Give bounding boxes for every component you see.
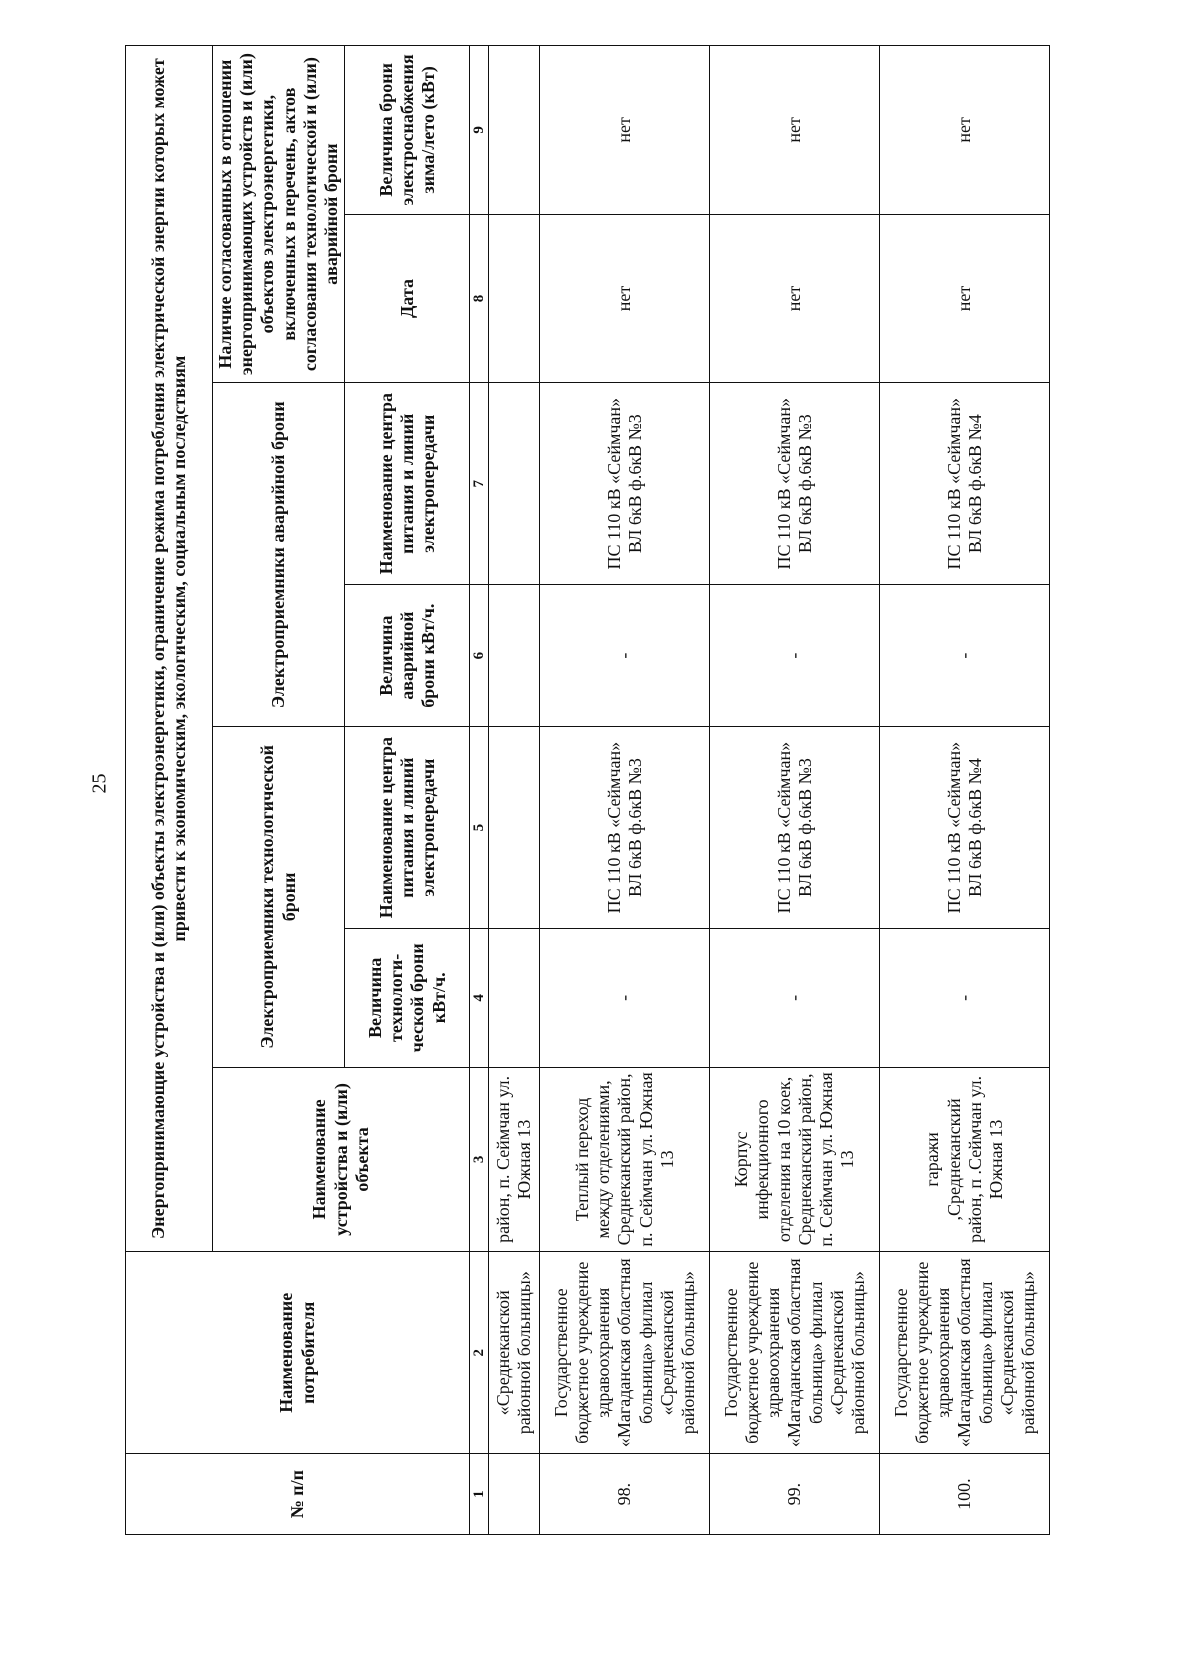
col-number: 6 bbox=[470, 585, 489, 727]
table-row bbox=[880, 46, 1050, 1535]
tech-value: - bbox=[540, 929, 710, 1068]
tech-value: - bbox=[710, 929, 880, 1068]
consumer-name: Государственное бюджетное учреждение здравоохранения «Магаданская областная больница» филиал «Среднеканской районной больницы» bbox=[540, 1252, 710, 1454]
header-consumer: Наименование потребителя bbox=[126, 1252, 470, 1454]
emergency-value: - bbox=[710, 585, 880, 727]
header-tech-group: Электроприемники технологической брони bbox=[213, 727, 345, 1067]
row-number: 100. bbox=[880, 1454, 1050, 1535]
col-number: 9 bbox=[470, 46, 489, 215]
object-name: район, п. Сеймчан ул. Южная 13 bbox=[489, 1067, 540, 1252]
table-row bbox=[540, 46, 710, 1535]
header-emergency-value: Величина аварийной брони кВт/ч. bbox=[345, 585, 470, 727]
consumer-name: Государственное бюджетное учреждение здравоохранения «Магаданская областная больница» филиал «Среднеканской районной больницы» bbox=[710, 1252, 880, 1454]
header-tech-value: Величина технологи-ческой брони кВт/ч. bbox=[345, 929, 470, 1068]
emergency-value: - bbox=[880, 585, 1050, 727]
reserve-value: нет bbox=[710, 46, 880, 215]
emergency-center: ПС 110 кВ «Сеймчан» ВЛ 6кВ ф.6кВ №3 bbox=[540, 383, 710, 585]
header-number: № п/п bbox=[126, 1454, 470, 1535]
tech-center: ПС 110 кВ «Сеймчан» ВЛ 6кВ ф.6кВ №4 bbox=[880, 727, 1050, 929]
agreement-date: нет bbox=[880, 214, 1050, 383]
consumer-name: «Среднеканской районной больницы» bbox=[489, 1252, 540, 1454]
row-number: 99. bbox=[710, 1454, 880, 1535]
tech-center bbox=[489, 727, 540, 929]
column-number-row bbox=[470, 46, 489, 1535]
header-object: Наименование устройства и (или) объекта bbox=[213, 1067, 470, 1252]
reserve-value: нет bbox=[880, 46, 1050, 215]
reserve-value bbox=[489, 46, 540, 215]
consumer-name: Государственное бюджетное учреждение здравоохранения «Магаданская областная больница» филиал «Среднеканской районной больницы» bbox=[880, 1252, 1050, 1454]
agreement-date bbox=[489, 214, 540, 383]
emergency-value bbox=[489, 585, 540, 727]
object-name: Теплый переход между отделениями, Среднеканский район, п. Сеймчан ул. Южная 13 bbox=[540, 1067, 710, 1252]
header-date: Дата bbox=[345, 214, 470, 383]
header-agreement-group: Наличие согласованных в отношении энергопринимающих устройств и (или) объектов электроэнергетики, включенных в перечень, актов согласования технологической и (или) аварийной брони bbox=[213, 46, 345, 383]
col-number: 3 bbox=[470, 1067, 489, 1252]
rotated-table-container bbox=[125, 45, 1038, 1535]
agreement-date: нет bbox=[710, 214, 880, 383]
emergency-center bbox=[489, 383, 540, 585]
header-top-group: Энергопринимающие устройства и (или) объекты электроэнергетики, ограничение режима потребления электрической энергии которых может привести к экономическим, экологическим, социальным последствиям bbox=[126, 46, 213, 1252]
emergency-center: ПС 110 кВ «Сеймчан» ВЛ 6кВ ф.6кВ №4 bbox=[880, 383, 1050, 585]
emergency-center: ПС 110 кВ «Сеймчан» ВЛ 6кВ ф.6кВ №3 bbox=[710, 383, 880, 585]
tech-center: ПС 110 кВ «Сеймчан» ВЛ 6кВ ф.6кВ №3 bbox=[710, 727, 880, 929]
table-row bbox=[489, 46, 540, 1535]
header-reserve: Величина брони электроснабжения зима/лето (кВт) bbox=[345, 46, 470, 215]
consumer-table bbox=[125, 45, 1050, 1535]
col-number: 7 bbox=[470, 383, 489, 585]
header-emergency-group: Электроприемники аварийной брони bbox=[213, 383, 345, 727]
object-name: Корпус инфекционного отделения на 10 коек, Среднеканский район, п. Сеймчан ул. Южная 13 bbox=[710, 1067, 880, 1252]
tech-center: ПС 110 кВ «Сеймчан» ВЛ 6кВ ф.6кВ №3 bbox=[540, 727, 710, 929]
emergency-value: - bbox=[540, 585, 710, 727]
row-number bbox=[489, 1454, 540, 1535]
tech-value bbox=[489, 929, 540, 1068]
reserve-value: нет bbox=[540, 46, 710, 215]
tech-value: - bbox=[880, 929, 1050, 1068]
row-number: 98. bbox=[540, 1454, 710, 1535]
header-emergency-center: Наименование центра питания и линий электропередачи bbox=[345, 383, 470, 585]
col-number: 8 bbox=[470, 214, 489, 383]
object-name: гаражи ,Среднеканский район, п .Сеймчан ул. Южная 13 bbox=[880, 1067, 1050, 1252]
col-number: 1 bbox=[470, 1454, 489, 1535]
page-number: 25 bbox=[88, 773, 111, 794]
col-number: 2 bbox=[470, 1252, 489, 1454]
header-tech-center: Наименование центра питания и линий электропередачи bbox=[345, 727, 470, 929]
col-number: 5 bbox=[470, 727, 489, 929]
col-number: 4 bbox=[470, 929, 489, 1068]
agreement-date: нет bbox=[540, 214, 710, 383]
table-row bbox=[710, 46, 880, 1535]
